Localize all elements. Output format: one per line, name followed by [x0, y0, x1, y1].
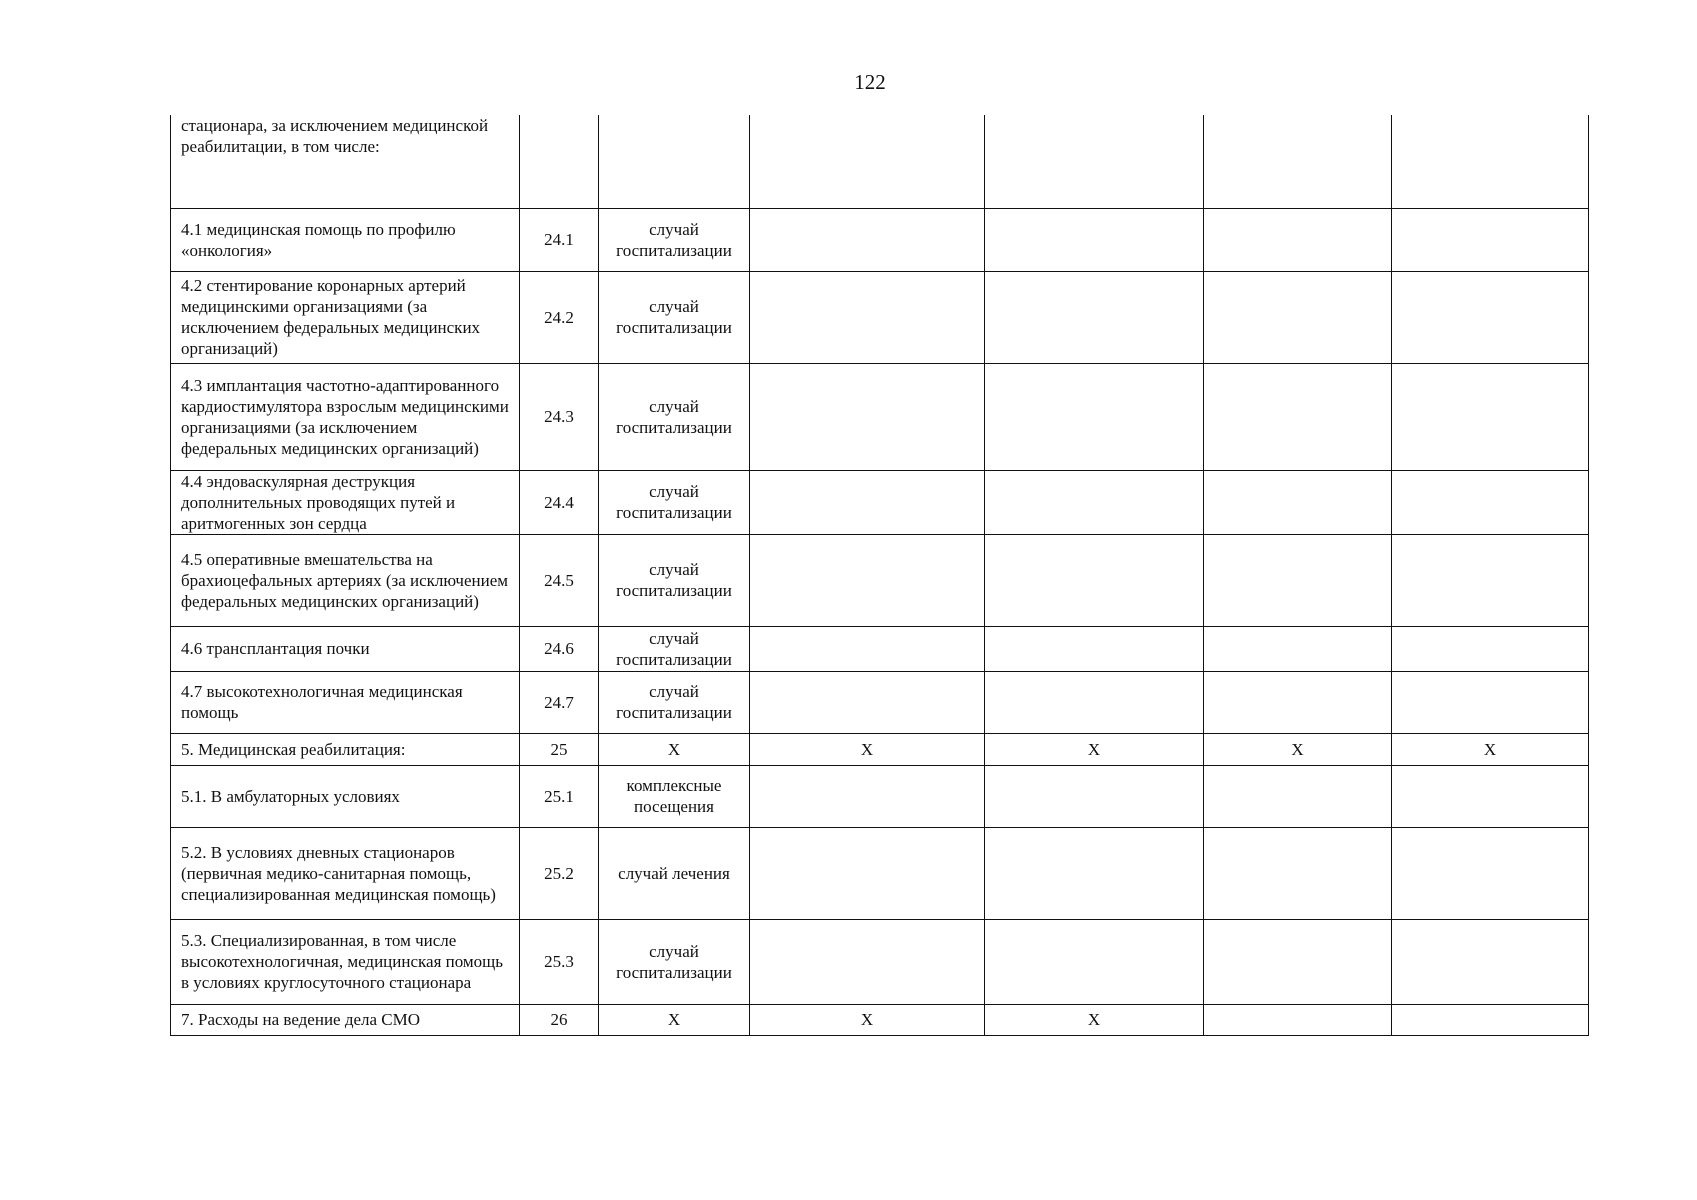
row-name: 4.3 имплантация частотно-адаптированного кардиостимулятора взрослым медицинскими организациями (за исключением федеральных медицинских организаций) — [171, 363, 520, 470]
table-row — [171, 363, 1589, 470]
row-value-2 — [985, 626, 1204, 671]
table-row — [171, 827, 1589, 919]
row-value-4 — [1392, 1004, 1589, 1035]
row-value-2 — [985, 115, 1204, 208]
row-value-3 — [1204, 208, 1392, 271]
row-unit: случай госпитализации — [599, 470, 750, 534]
row-value-2: Х — [985, 733, 1204, 765]
table-row — [171, 626, 1589, 671]
row-value-3 — [1204, 919, 1392, 1004]
row-value-1 — [750, 271, 985, 363]
row-value-4 — [1392, 470, 1589, 534]
row-unit: случай госпитализации — [599, 534, 750, 626]
row-unit — [599, 115, 750, 208]
row-unit: случай лечения — [599, 827, 750, 919]
row-value-1 — [750, 534, 985, 626]
row-value-4 — [1392, 534, 1589, 626]
row-value-2 — [985, 534, 1204, 626]
table-row — [171, 765, 1589, 827]
table-row — [171, 534, 1589, 626]
row-unit: комплексные посещения — [599, 765, 750, 827]
row-name: 4.2 стентирование коронарных артерий медицинскими организациями (за исключением федеральных медицинских организаций) — [171, 271, 520, 363]
row-code — [520, 115, 599, 208]
row-name: 4.6 трансплантация почки — [171, 626, 520, 671]
row-value-2: Х — [985, 1004, 1204, 1035]
row-value-4 — [1392, 765, 1589, 827]
row-unit: Х — [599, 1004, 750, 1035]
row-code: 24.2 — [520, 271, 599, 363]
row-value-1 — [750, 115, 985, 208]
table-row — [171, 1004, 1589, 1035]
row-value-4 — [1392, 208, 1589, 271]
table-row — [171, 671, 1589, 733]
row-value-3: Х — [1204, 733, 1392, 765]
row-value-1 — [750, 827, 985, 919]
row-value-4 — [1392, 671, 1589, 733]
row-name: 4.7 высокотехнологичная медицинская помощь — [171, 671, 520, 733]
row-code: 26 — [520, 1004, 599, 1035]
row-value-2 — [985, 208, 1204, 271]
row-value-2 — [985, 363, 1204, 470]
row-value-4 — [1392, 827, 1589, 919]
row-name: 5.3. Специализированная, в том числе высокотехнологичная, медицинская помощь в условиях круглосуточного стационара — [171, 919, 520, 1004]
row-name: 5. Медицинская реабилитация: — [171, 733, 520, 765]
row-code: 24.7 — [520, 671, 599, 733]
row-code: 24.1 — [520, 208, 599, 271]
data-table — [170, 115, 1589, 1036]
row-value-1 — [750, 765, 985, 827]
row-name: 4.1 медицинская помощь по профилю «онкология» — [171, 208, 520, 271]
row-unit: случай госпитализации — [599, 919, 750, 1004]
row-value-2 — [985, 671, 1204, 733]
row-code: 25.1 — [520, 765, 599, 827]
row-code: 25.2 — [520, 827, 599, 919]
row-value-2 — [985, 827, 1204, 919]
row-value-2 — [985, 271, 1204, 363]
row-value-3 — [1204, 765, 1392, 827]
row-name: 4.5 оперативные вмешательства на брахиоцефальных артериях (за исключением федеральных медицинских организаций) — [171, 534, 520, 626]
row-value-3 — [1204, 1004, 1392, 1035]
row-code: 25.3 — [520, 919, 599, 1004]
table-row — [171, 115, 1589, 208]
row-code: 24.6 — [520, 626, 599, 671]
row-unit: случай госпитализации — [599, 363, 750, 470]
row-name: 4.4 эндоваскулярная деструкция дополнительных проводящих путей и аритмогенных зон сердца — [171, 470, 520, 534]
row-unit: случай госпитализации — [599, 271, 750, 363]
row-name: 7. Расходы на ведение дела СМО — [171, 1004, 520, 1035]
row-value-3 — [1204, 534, 1392, 626]
table-row — [171, 919, 1589, 1004]
row-value-4 — [1392, 919, 1589, 1004]
row-code: 24.5 — [520, 534, 599, 626]
row-name: 5.2. В условиях дневных стационаров (первичная медико-санитарная помощь, специализированная медицинская помощь) — [171, 827, 520, 919]
row-value-1 — [750, 470, 985, 534]
page-number: 122 — [854, 70, 886, 94]
row-value-4 — [1392, 626, 1589, 671]
row-value-1: Х — [750, 733, 985, 765]
table-row — [171, 733, 1589, 765]
row-unit: случай госпитализации — [599, 208, 750, 271]
table-row — [171, 208, 1589, 271]
row-unit: Х — [599, 733, 750, 765]
row-value-1 — [750, 208, 985, 271]
row-value-3 — [1204, 671, 1392, 733]
row-value-3 — [1204, 271, 1392, 363]
row-value-1 — [750, 626, 985, 671]
row-value-1: Х — [750, 1004, 985, 1035]
table-row — [171, 470, 1589, 534]
row-value-1 — [750, 363, 985, 470]
row-value-4 — [1392, 271, 1589, 363]
row-name: 5.1. В амбулаторных условиях — [171, 765, 520, 827]
table-row — [171, 271, 1589, 363]
row-value-2 — [985, 919, 1204, 1004]
row-code: 25 — [520, 733, 599, 765]
row-value-3 — [1204, 363, 1392, 470]
row-value-3 — [1204, 470, 1392, 534]
row-unit: случай госпитализации — [599, 671, 750, 733]
row-value-1 — [750, 671, 985, 733]
row-value-2 — [985, 470, 1204, 534]
row-value-3 — [1204, 626, 1392, 671]
row-value-2 — [985, 765, 1204, 827]
row-value-4 — [1392, 363, 1589, 470]
row-value-3 — [1204, 827, 1392, 919]
row-code: 24.3 — [520, 363, 599, 470]
row-code: 24.4 — [520, 470, 599, 534]
row-value-1 — [750, 919, 985, 1004]
row-value-4 — [1392, 115, 1589, 208]
row-unit: случай госпитализации — [599, 626, 750, 671]
row-value-4: Х — [1392, 733, 1589, 765]
row-name: стационара, за исключением медицинской реабилитации, в том числе: — [171, 115, 520, 208]
row-value-3 — [1204, 115, 1392, 208]
